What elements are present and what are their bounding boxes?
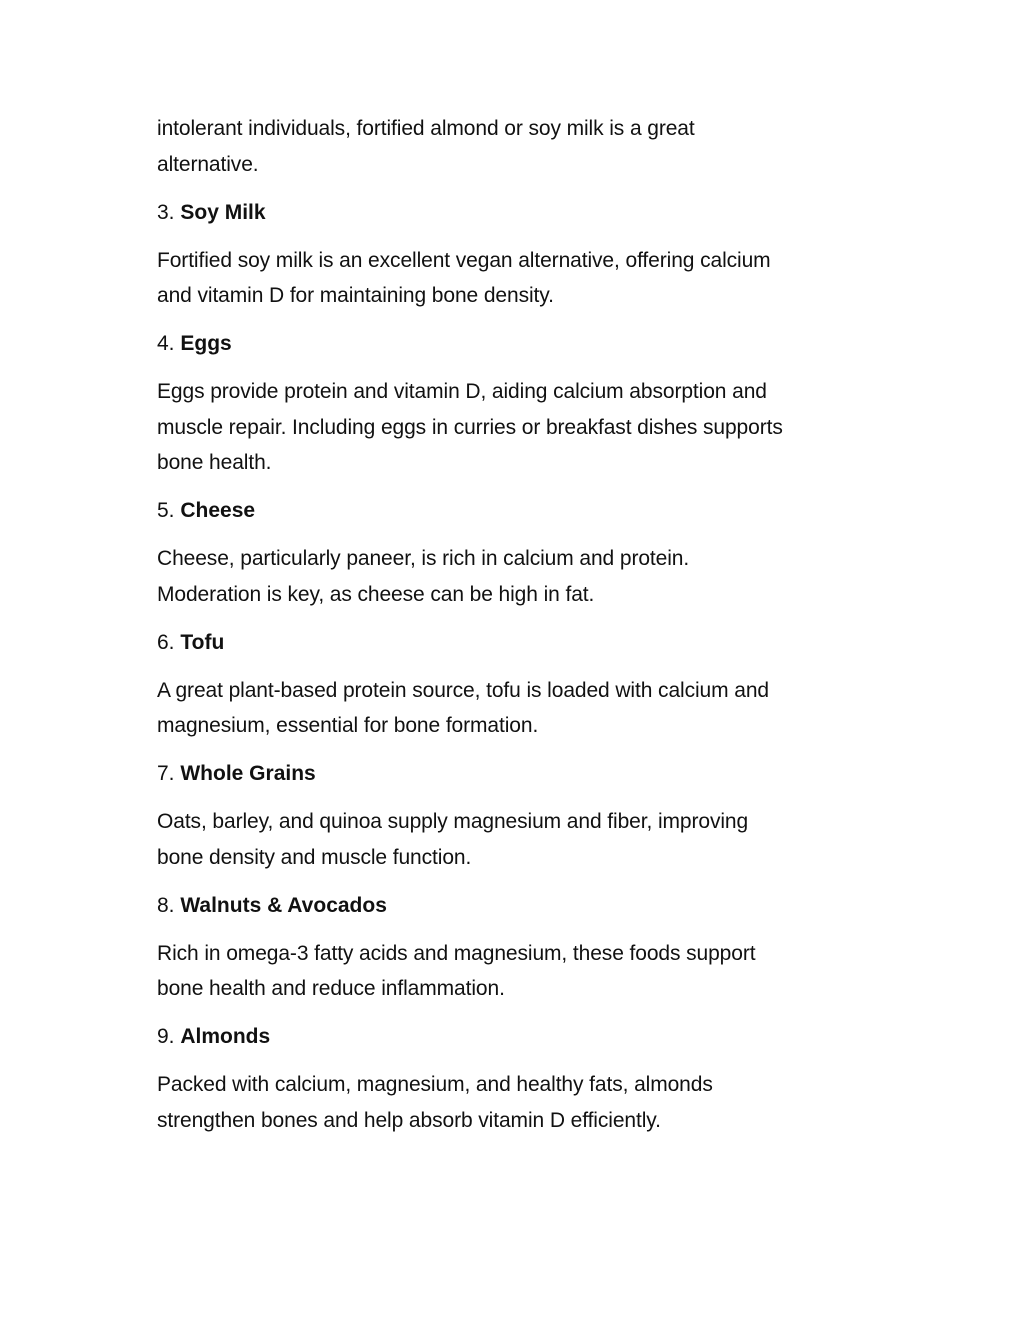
- description-line: Rich in omega-3 fatty acids and magnesium, these foods support: [157, 941, 756, 965]
- item-number: 3.: [157, 200, 175, 224]
- item-number: 4.: [157, 332, 175, 355]
- item-heading: [157, 1019, 857, 1055]
- food-item-whole-grains: [157, 756, 857, 875]
- item-heading: [157, 625, 857, 661]
- item-heading: [157, 493, 857, 529]
- description-line: Eggs provide protein and vitamin D, aiding calcium absorption and: [157, 380, 767, 403]
- description-line: Fortified soy milk is an excellent vegan alternative, offering calcium: [157, 248, 771, 272]
- item-description: [157, 804, 857, 875]
- food-item-almonds: [157, 1019, 857, 1138]
- description-line: A great plant-based protein source, tofu is loaded with calcium and: [157, 678, 770, 702]
- item-number: 9.: [157, 1025, 175, 1048]
- item-number: 5.: [157, 499, 175, 522]
- item-description: [157, 374, 857, 481]
- item-number: 7.: [157, 762, 175, 785]
- description-line: Oats, barley, and quinoa supply magnesium and fiber, improving: [157, 810, 749, 833]
- description-line: Packed with calcium, magnesium, and healthy fats, almonds: [157, 1073, 713, 1096]
- item-description: [157, 1067, 857, 1138]
- description-line: Cheese, particularly paneer, is rich in calcium and protein.: [157, 547, 690, 570]
- item-title: Walnuts & Avocados: [180, 893, 387, 917]
- item-title: Eggs: [180, 332, 232, 355]
- description-line: magnesium, essential for bone formation.: [157, 714, 539, 737]
- food-item-tofu: [157, 625, 857, 744]
- intro-line: alternative.: [157, 152, 259, 176]
- description-line: bone density and muscle function.: [157, 845, 472, 869]
- description-line: strengthen bones and help absorb vitamin D efficiently.: [157, 1108, 661, 1132]
- item-description: [157, 936, 857, 1007]
- document-page: [157, 111, 857, 1151]
- description-line: Moderation is key, as cheese can be high in fat.: [157, 582, 595, 606]
- food-item-eggs: [157, 326, 857, 481]
- item-number: 8.: [157, 893, 175, 917]
- item-heading: [157, 888, 857, 924]
- item-description: [157, 243, 857, 314]
- description-line: and vitamin D for maintaining bone density.: [157, 284, 554, 307]
- item-description: [157, 673, 857, 744]
- description-line: bone health and reduce inflammation.: [157, 977, 505, 1000]
- item-description: [157, 541, 857, 612]
- description-line: muscle repair. Including eggs in curries or breakfast dishes supports: [157, 415, 783, 439]
- food-item-walnuts-avocados: [157, 888, 857, 1007]
- item-heading: [157, 756, 857, 792]
- intro-paragraph: [157, 111, 857, 182]
- item-title: Soy Milk: [180, 200, 266, 224]
- item-title: Tofu: [180, 630, 225, 654]
- item-heading: [157, 195, 857, 231]
- item-number: 6.: [157, 630, 175, 654]
- item-title: Whole Grains: [180, 762, 316, 785]
- food-item-soy-milk: [157, 195, 857, 314]
- description-line: bone health.: [157, 451, 272, 474]
- intro-line: intolerant individuals, fortified almond or soy milk is a great: [157, 117, 695, 140]
- food-item-cheese: [157, 493, 857, 612]
- item-title: Cheese: [180, 499, 256, 522]
- item-heading: [157, 326, 857, 362]
- item-title: Almonds: [180, 1025, 271, 1048]
